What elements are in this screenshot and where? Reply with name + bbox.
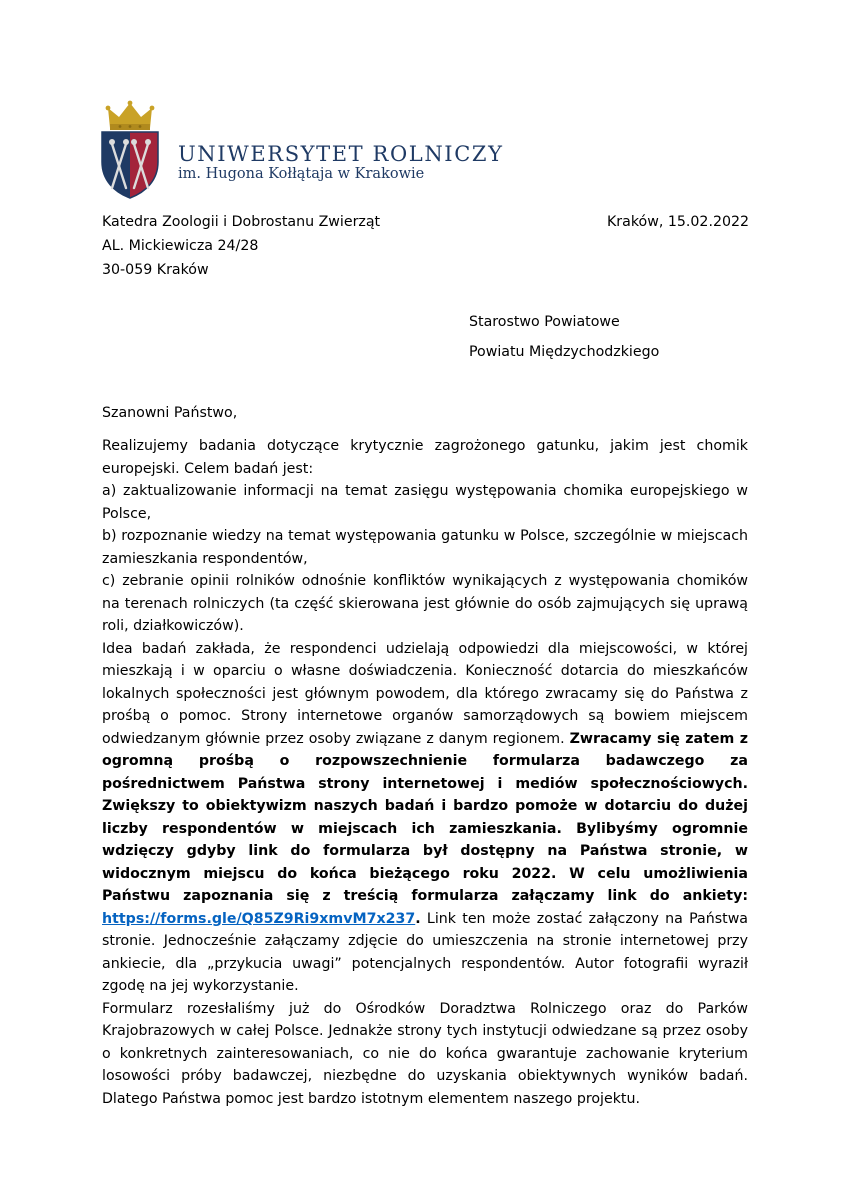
- request-text: Idea badań zakłada, że respondenci udzielają odpowiedzi dla miejscowości, w której mieszkają i w oparciu o własne doświadczenia. Konieczność dotarcia do mieszkańców lokalnych społeczności jest głównym powodem, dla którego zwracamy się do Państwa z prośbą o pomoc. Strony internetowe organów samorządowych są bowiem miejscem odwiedzanym głównie przez osoby związane z danym regionem.: [102, 640, 748, 747]
- goal-item-a: a) zaktualizowanie informacji na temat zasięgu występowania chomika europejskiego w Polsce,: [102, 483, 748, 522]
- link-period: .: [415, 910, 421, 927]
- sender-city: 30-059 Kraków: [102, 262, 209, 278]
- letter-date: Kraków, 15.02.2022: [607, 214, 750, 230]
- recipient-line-1: Starostwo Powiatowe: [469, 314, 620, 330]
- university-subtitle: im. Hugona Kołłątaja w Krakowie: [178, 166, 425, 182]
- sender-department: Katedra Zoologii i Dobrostanu Zwierząt: [102, 214, 381, 230]
- goal-item-b: b) rozpoznanie wiedzy na temat występowania gatunku w Polsce, szczególnie w miejscach zamieszkania respondentów,: [102, 528, 748, 567]
- paragraph-request: [102, 638, 748, 998]
- goal-item-c: c) zebranie opinii rolników odnośnie konfliktów wynikających z występowania chomików na terenach rolniczych (ta część skierowana jest głównie do osób zajmujących się uprawą roli, działkowiczów).: [102, 573, 748, 634]
- paragraph-intro: Realizujemy badania dotyczące krytycznie zagrożonego gatunku, jakim jest chomik europejski. Celem badań jest:: [102, 438, 748, 477]
- letter-body: [102, 435, 748, 1110]
- recipient-line-2: Powiatu Międzychodzkiego: [469, 344, 660, 360]
- paragraph-closing: Formularz rozesłaliśmy już do Ośrodków Doradztwa Rolniczego oraz do Parków Krajobrazowych w całej Polsce. Jednakże strony tych instytucji odwiedzane są przez osoby o konkretnych zainteresowaniach, co nie do końca gwarantuje zachowanie kryterium losowości próby badawczej, niezbędne do uzyskania obiektywnych wyników badań. Dlatego Państwa pomoc jest bardzo istotnym elementem naszego projektu.: [102, 1000, 748, 1107]
- crown-icon: [106, 101, 155, 130]
- university-name: UNIWERSYTET ROLNICZY: [178, 142, 504, 166]
- university-logo: [100, 100, 160, 200]
- survey-link[interactable]: https://forms.gle/Q85Z9Ri9xmvM7x237: [102, 910, 416, 927]
- salutation: Szanowni Państwo,: [102, 405, 238, 421]
- request-text-bold: Zwracamy się zatem z ogromną prośbą o rozpowszechnienie formularza badawczego za pośrednictwem Państwa strony internetowej i mediów społecznościowych. Zwiększy to obiektywizm naszych badań i bardzo pomoże w dotarciu do dużej liczby respondentów w miejscach ich zamieszkania. Bylibyśmy ogromnie wdzięczy gdyby link do formularza był dostępny na Państwa stronie, w widocznym miejscu do końca bieżącego roku 2022. W celu umożliwienia Państwu zapoznania się z treścią formularza załączamy link do ankiety:: [102, 730, 748, 904]
- request-text-tail: Link ten może zostać załączony na Państwa stronie. Jednocześnie załączamy zdjęcie do umieszczenia na stronie internetowej przy ankiecie, dla „przykucia uwagi” potencjalnych respondentów. Autor fotografii wyraził zgodę na jej wykorzystanie.: [102, 910, 748, 994]
- sender-street: AL. Mickiewicza 24/28: [102, 238, 259, 254]
